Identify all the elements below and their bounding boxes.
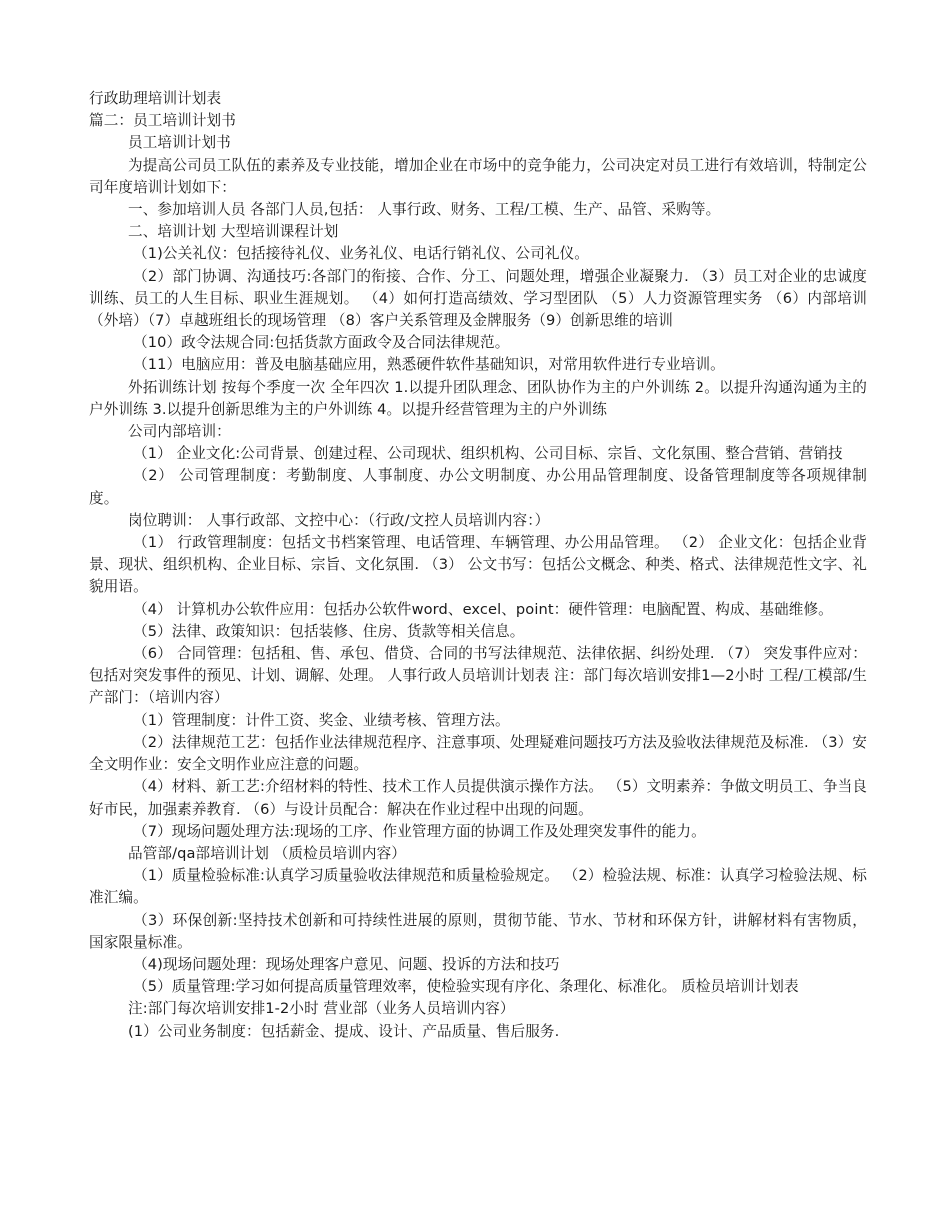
document-body <box>89 88 867 1043</box>
list-item: （4）材料、新工艺:介绍材料的特性、技术工作人员提供演示操作方法。 （5）文明素养：争做文明员工、争当良好市民，加强素养教育. （6）与设计员配合：解决在作业过程中出现的问题。 <box>89 778 867 818</box>
document-title: 行政助理培训计划表 <box>89 90 222 107</box>
list-item: （3）环保创新:坚持技术创新和可持续性进展的原则，贯彻节能、节水、节材和环保方针，讲解材料有害物质，国家限量标准。 <box>89 911 867 951</box>
list-item: （6） 合同管理：包括租、售、承包、借贷、合同的书写法律规范、法律依据、纠纷处理. （7） 突发事件应对：包括对突发事件的预见、计划、调解、处理。 人事行政人员培训计划表 注：部门每次培训安排1—2小时 工程/工模部/生产部门：（培训内容） <box>89 645 867 707</box>
list-item: （7）现场问题处理方法:现场的工序、作业管理方面的协调工作及处理突发事件的能力。 <box>133 822 706 840</box>
subheading: 品管部/qa部培训计划 （质检员培训内容） <box>128 844 406 862</box>
intro-paragraph: 为提高公司员工队伍的素养及专业技能，增加企业在市场中的竞争能力，公司决定对员工进行有效培训，特制定公司年度培训计划如下： <box>89 156 867 196</box>
subheading: 岗位聘训： 人事行政部、文控中心：（行政/文控人员培训内容：） <box>128 511 550 529</box>
list-item: （1） 行政管理制度：包括文书档案管理、电话管理、车辆管理、办公用品管理。 （2） 企业文化：包括企业背景、现状、组织机构、企业目标、宗旨、文化氛围. （3） 公文书写：包括公文概念、种类、格式、法律规范性文字、礼貌用语。 <box>89 534 867 596</box>
list-item: （4） 计算机办公软件应用：包括办公软件word、excel、point：硬件管理：电脑配置、构成、基础维修。 <box>133 600 833 618</box>
list-item: （2） 公司管理制度：考勤制度、人事制度、办公文明制度、办公用品管理制度、设备管理制度等各项规律制度。 <box>89 467 867 507</box>
list-item: （10）政令法规合同:包括货款方面政令及合同法律规范。 <box>133 334 510 352</box>
list-item: （1）质量检验标准:认真学习质量验收法律规范和质量检验规定。 （2）检验法规、标准：认真学习检验法规、标准汇编。 <box>89 867 867 907</box>
note: 注:部门每次培训安排1-2小时 营业部（业务人员培训内容） <box>128 1000 515 1018</box>
list-item: （1） 企业文化:公司背景、创建过程、公司现状、组织机构、公司目标、宗旨、文化氛围、整合营销、营销技 <box>133 445 843 463</box>
list-item: （2）法律规范工艺：包括作业法律规范程序、注意事项、处理疑难问题技巧方法及验收法律规范及标准. （3）安全文明作业：安全文明作业应注意的问题。 <box>89 733 867 774</box>
list-item: (1）公司业务制度：包括薪金、提成、设计、产品质量、售后服务. <box>128 1022 560 1040</box>
section-heading: 篇二：员工培训计划书 <box>89 112 236 130</box>
paragraph: 外拓训练计划 按每个季度一次 全年四次 1.以提升团队理念、团队协作为主的户外训练 2。以提升沟通沟通为主的户外训练 3.以提升创新思维为主的户外训练 4。以提升经营管理为主的户外训练 <box>89 378 867 418</box>
subheading: 公司内部培训： <box>128 423 231 441</box>
paragraph: 一、参加培训人员 各部门人员,包括： 人事行政、财务、工程/工模、生产、品管、采购等。 <box>128 201 721 219</box>
list-item: （2）部门协调、沟通技巧:各部门的衔接、合作、分工、问题处理，增强企业凝聚力. （3）员工对企业的忠诚度训练、员工的人生目标、职业生涯规划。 （4）如何打造高绩效、学习型团队 （5）人力资源管理实务 （6）内部培训（外培）（7）卓越班组长的现场管理 （8）客户关系管理及金牌服务（9）创新思维的培训 <box>89 267 867 330</box>
subheading: 员工培训计划书 <box>128 134 231 152</box>
list-item: （1)公关礼仪：包括接待礼仪、业务礼仪、电话行销礼仪、公司礼仪。 <box>133 245 589 263</box>
list-item: （11）电脑应用：普及电脑基础应用，熟悉硬件软件基础知识，对常用软件进行专业培训。 <box>133 356 725 374</box>
list-item: （1）管理制度：计件工资、奖金、业绩考核、管理方法。 <box>133 711 510 729</box>
list-item: （4)现场问题处理：现场处理客户意见、问题、投诉的方法和技巧 <box>133 955 560 973</box>
paragraph: 二、培训计划 大型培训课程计划 <box>128 223 339 241</box>
list-item: （5）质量管理:学习如何提高质量管理效率，使检验实现有序化、条理化、标准化。 质检员培训计划表 <box>133 978 799 996</box>
list-item: （5）法律、政策知识：包括装修、住房、货款等相关信息。 <box>133 622 525 640</box>
